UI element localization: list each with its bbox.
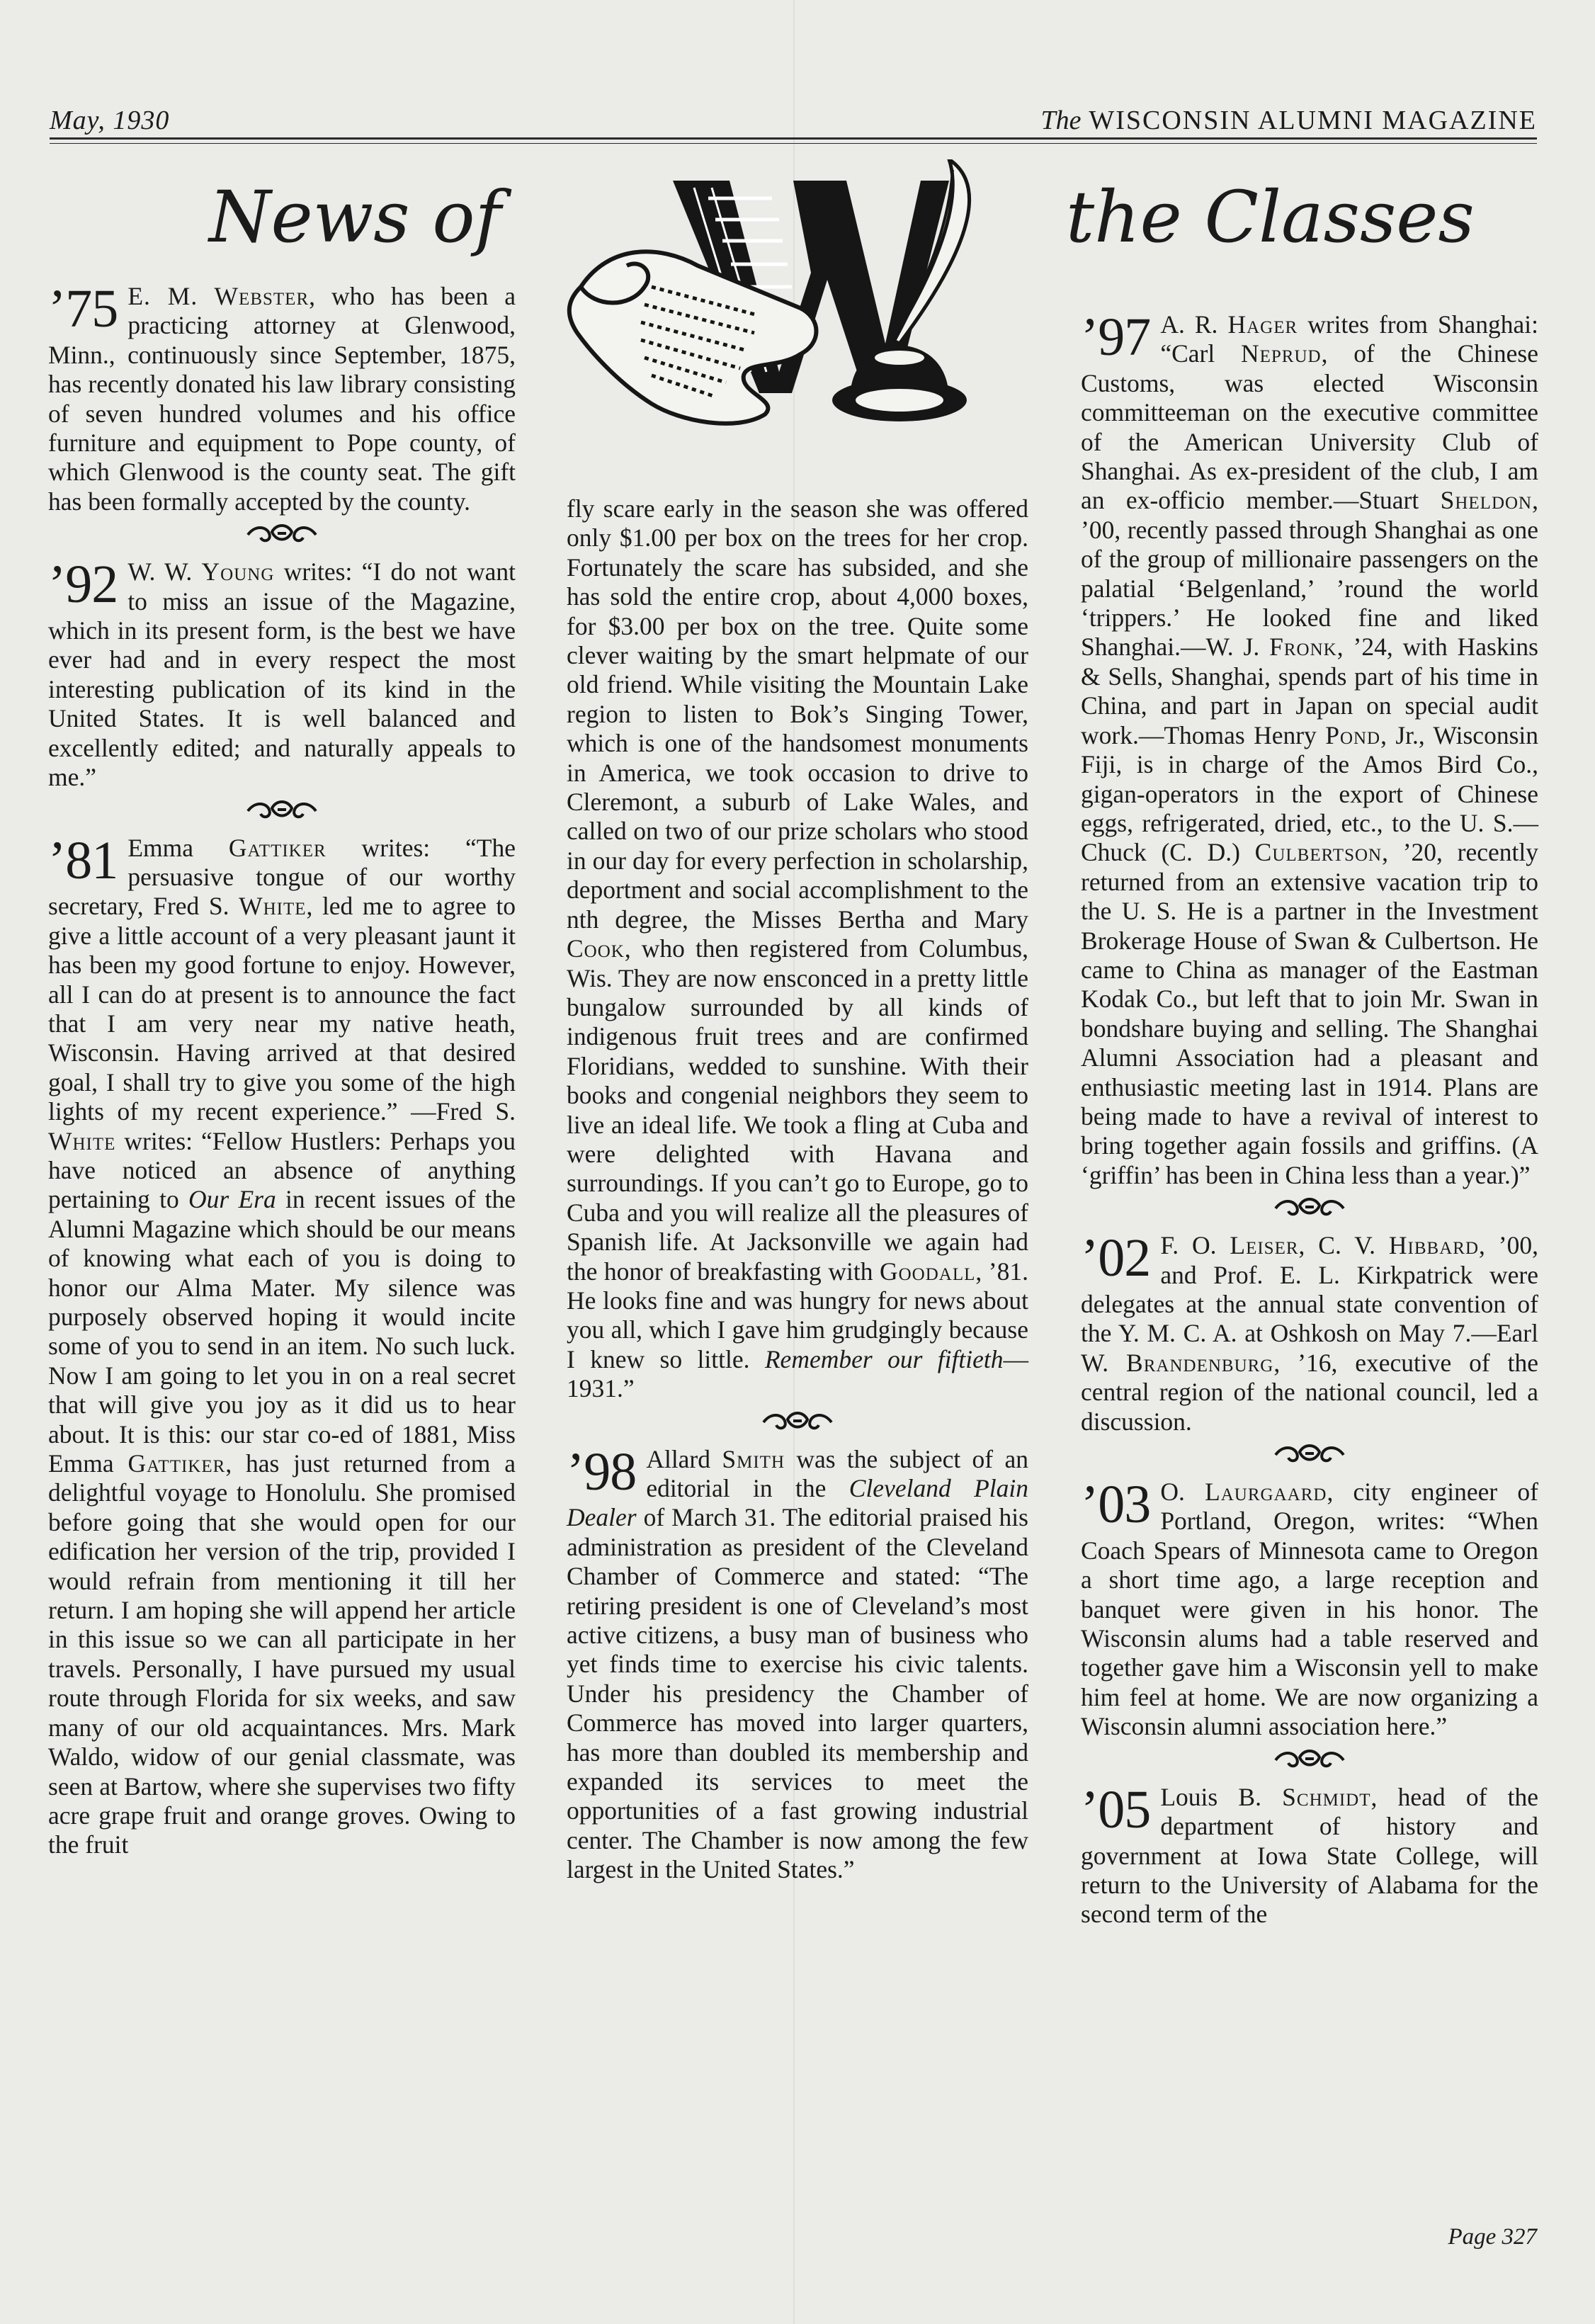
note-text: —1931.” [567,1344,1028,1403]
note-text: writes from Shanghai: “Carl [1160,310,1538,368]
alumnus-name: Leiser [1230,1231,1299,1260]
class-note-1897 [1081,307,1538,1190]
note-text: , ’00, recently passed through Shanghai as one of the group of millionaire passengers on the palatial ‘Belgenland,’ ’round the world ‘trippers.’ He looked fine and liked Shanghai.—W. J. [1081,486,1538,662]
note-text: , ’00, and Prof. E. L. Kirkpatrick were delegates at the annual state convention of the Y. M. C. A. at Oshkosh on May 7.—Earl W. [1081,1231,1538,1377]
class-year: ’97 [1081,307,1151,367]
header-the: The [1040,106,1082,135]
note-text: , ’20, recently returned from an extensive vacation trip to the U. S. He is a partner in the Investment Brokerage House of Swan & Culbertson. He came to China as manager of the Eastman Kodak Co., but left that to join Mr. Swan in bondshare buying and selling. The Shanghai Alumni Association had a pleasant and enthusiastic meeting last in 1914. Plans are being made to have a revival of interest to bring together again fossils and griffins. (A ‘griffin’ has been in China less than a year.)” [1081,838,1538,1189]
note-text: , who has been a practicing attorney at Glenwood, Minn., continuously since September, 1875, has recently donated his law library consisting of seven hundred volumes and his office furniture and equipment to Pope county, of which Glenwood is the county seat. The gift has been formally accepted by the county. [48,282,516,516]
class-year: ’92 [48,555,118,615]
header-rule-thin [50,143,1537,144]
name-first: Emma [127,833,229,862]
alumnus-name: Schmidt [1282,1782,1371,1811]
name-first: Louis B. [1160,1782,1283,1811]
class-note-1898 [567,1441,1028,1885]
column-middle [567,494,1028,1885]
note-text: , ’24, with Haskins & Sells, Shanghai, spends part of his time in China, and part in Japan on special audit work.—Thomas Henry [1081,633,1538,749]
section-ornament [567,1404,1028,1445]
banner-title-right: the Classes [1066,176,1475,259]
header-date: May, 1930 [50,106,170,135]
name-initials: W. W. [127,557,202,586]
class-year: ’02 [1081,1228,1151,1288]
name-initials: A. R. [1160,310,1228,339]
note-text: was the subject of an editorial in the [646,1444,1028,1502]
name-initials: , C. V. [1298,1231,1389,1260]
section-ornament [48,793,516,834]
note-text: fly scare early in the season she was offered only $1.00 per box on the trees for her crop. Fortunately the scare has subsided, and she has sold the entire crop, about 4,000 boxes, for $3.00 per box on the tree. Quite some clever waiting by the smart helpmate of our old friend. While visiting the Mountain Lake region to listen to Bok’s Singing Tower, which is one of the handsomest monuments in America, we took occasion to drive to Cleremont, a suburb of Lake Wales, and called on two of our prize scholars who stood in our day for every perfection in scholarship, deportment and social accomplishment to the nth degree, the Misses Bertha and Mary [567,494,1028,934]
header-magazine-title [1041,105,1537,136]
class-note-1892 [48,557,516,792]
note-text: writes: “I do not want to miss an issue of the Magazine, which in its present form, is the best we have ever had and in every respect the most interesting publication of its kind in the United States. It is well balanced and excellently edited; and naturally appeals to me.” [48,557,516,792]
alumnus-name: Hager [1227,310,1298,339]
person-name: Gattiker [127,1449,226,1478]
person-name: White [239,892,307,921]
alumnus-name: Hibbard [1388,1231,1480,1260]
name-initials: F. O. [1160,1231,1230,1260]
banner-title-left: News of [209,176,501,259]
name-first: Allard [646,1444,722,1473]
alumnus-name: Young [201,557,275,586]
class-year: ’05 [1081,1779,1151,1840]
section-ornament [48,516,516,557]
person-name: Culbertson [1254,838,1383,867]
note-text: , who then registered from Columbus, Wis. They are now ensconced in a pretty little bungalow surrounded by all kinds of indigenous fruit trees and are confirmed Floridians, wedded to sunshine. With their books and congenial neighbors they seem to live an ideal life. We took a fling at Cuba and were delighted with Havana and surroundings. If you can’t go to Europe, go to Cuba and you will realize all the pleasures of Spanish life. At Jacksonville we again had the honor of breakfasting with [567,934,1028,1286]
publication-title: Our Era [188,1185,276,1214]
class-note-1902 [1081,1228,1539,1436]
note-text: , Jr., Wisconsin Fiji, is in charge of the Amos Bird Co., gigan-operators in the export of Chinese eggs, refrigerated, dried, etc., to the U. S.—Chuck (C. D.) [1081,720,1538,867]
class-note-1903 [1081,1475,1539,1742]
note-text: in recent issues of the Alumni Magazine which should be our means of knowing what each of you is doing to honor our Alma Mater. My silence was purposely observed hoping it would incite some of you to send in an item. No such luck. Now I am going to let you in on a real secret that will give you joy as it did us to hear about. It is this: our star co-ed of 1881, Miss Emma [48,1185,516,1478]
publication-title: Cleveland Plain Dealer [567,1474,1028,1532]
note-text: writes: “Fellow Hustlers: Perhaps you have noticed an absence of anything pertaining to [48,1126,516,1214]
note-text: , head of the department of history and government at Iowa State College, will return to the University of Alabama for the second term of the [1081,1782,1538,1929]
person-name: Neprud [1240,339,1322,368]
class-note-1875 [48,279,516,516]
person-name: Pond [1325,720,1381,749]
person-name: Sheldon [1440,486,1533,515]
column-right [1081,307,1539,1929]
section-ornament [1081,1742,1538,1783]
header-rule-thick [50,137,1537,140]
alumnus-name: E. M. Webster [127,282,310,310]
person-name: Cook [567,934,625,963]
class-note-1881-continued [567,494,1028,1404]
emphasis-text: Remember our fiftieth [764,1344,1004,1373]
class-year: ’81 [48,830,118,890]
class-note-1881 [48,830,516,1860]
note-text: , led me to agree to give a little account of a very pleasant jaunt it has been my good fortune to enjoy. However, all I can do at present is to announce the fact that I am very near my native heath, Wisconsin. Having arrived at that desired goal, I shall try to give you some of the high lights of my recent experience.” —Fred S. [48,892,516,1126]
name-initials: O. [1160,1478,1205,1507]
scroll-quill-inkwell-icon [567,159,1006,439]
note-text: , has just returned from a delightful voyage to Honolulu. She promised before going that she would open for our edification her version of the trip, provided I would refrain from mentioning it till her return. I am hoping she will append her article in this issue so we can all participate in her travels. Personally, I have pursued my usual route through Florida for six weeks, and saw many of our old acquaintances. Mrs. Mark Waldo, widow of our genial classmate, was seen at Bartow, where she supervises two fifty acre grape fruit and orange groves. Owing to the fruit [48,1449,516,1859]
class-note-1905 [1081,1779,1538,1929]
class-year: ’75 [48,279,118,339]
note-text: , ’81. He looks fine and was hungry for news about you all, which I gave him grudgingly because I knew so little. [567,1257,1028,1373]
column-left [48,279,516,1860]
alumnus-name: Smith [722,1444,785,1473]
note-text: , ’16, executive of the central region of the national council, led a discussion. [1081,1348,1539,1436]
note-text: of March 31. The editorial praised his administration as president of the Cleveland Chamber of Commerce and stated: “The retiring president is one of Cleveland’s most active citizens, a busy man of business who yet finds time to exercise his civic talents. Under his presidency the Chamber of Commerce has moved into larger quarters, has more than doubled its membership and expanded its services to meet the opportunities of a fast growing industrial center. The Chamber is now among the few largest in the United States.” [567,1503,1028,1884]
note-text: , of the Chinese Customs, was elected Wisconsin committeeman on the executive committee of the American University Club of Shanghai. As ex-president of the club, I am an ex-officio member.—Stuart [1081,339,1538,515]
note-text: writes: “The persuasive tongue of our worthy secretary, Fred S. [48,833,516,921]
person-name: Brandenburg [1126,1348,1274,1377]
class-year: ’03 [1081,1475,1151,1535]
page-number: Page 327 [1448,2224,1537,2250]
person-name: Fronk [1269,633,1337,662]
alumnus-name: Laurgaard [1205,1478,1327,1507]
note-text: , city engineer of Portland, Oregon, writes: “When Coach Spears of Minnesota came to Oregon a short time ago, a large reception and banquet were given in his honor. The Wisconsin alums had a table reserved and together gave him a Wisconsin yell to make him feel at home. We are now organizing a Wisconsin alumni association here.” [1081,1478,1539,1741]
section-ornament [1081,1190,1538,1231]
header-title-text: WISCONSIN ALUMNI MAGAZINE [1089,106,1537,135]
alumnus-name: Gattiker [228,833,327,862]
person-name: White [48,1126,116,1155]
person-name: Goodall [879,1257,976,1286]
class-year: ’98 [567,1441,637,1502]
section-ornament [1081,1436,1538,1478]
